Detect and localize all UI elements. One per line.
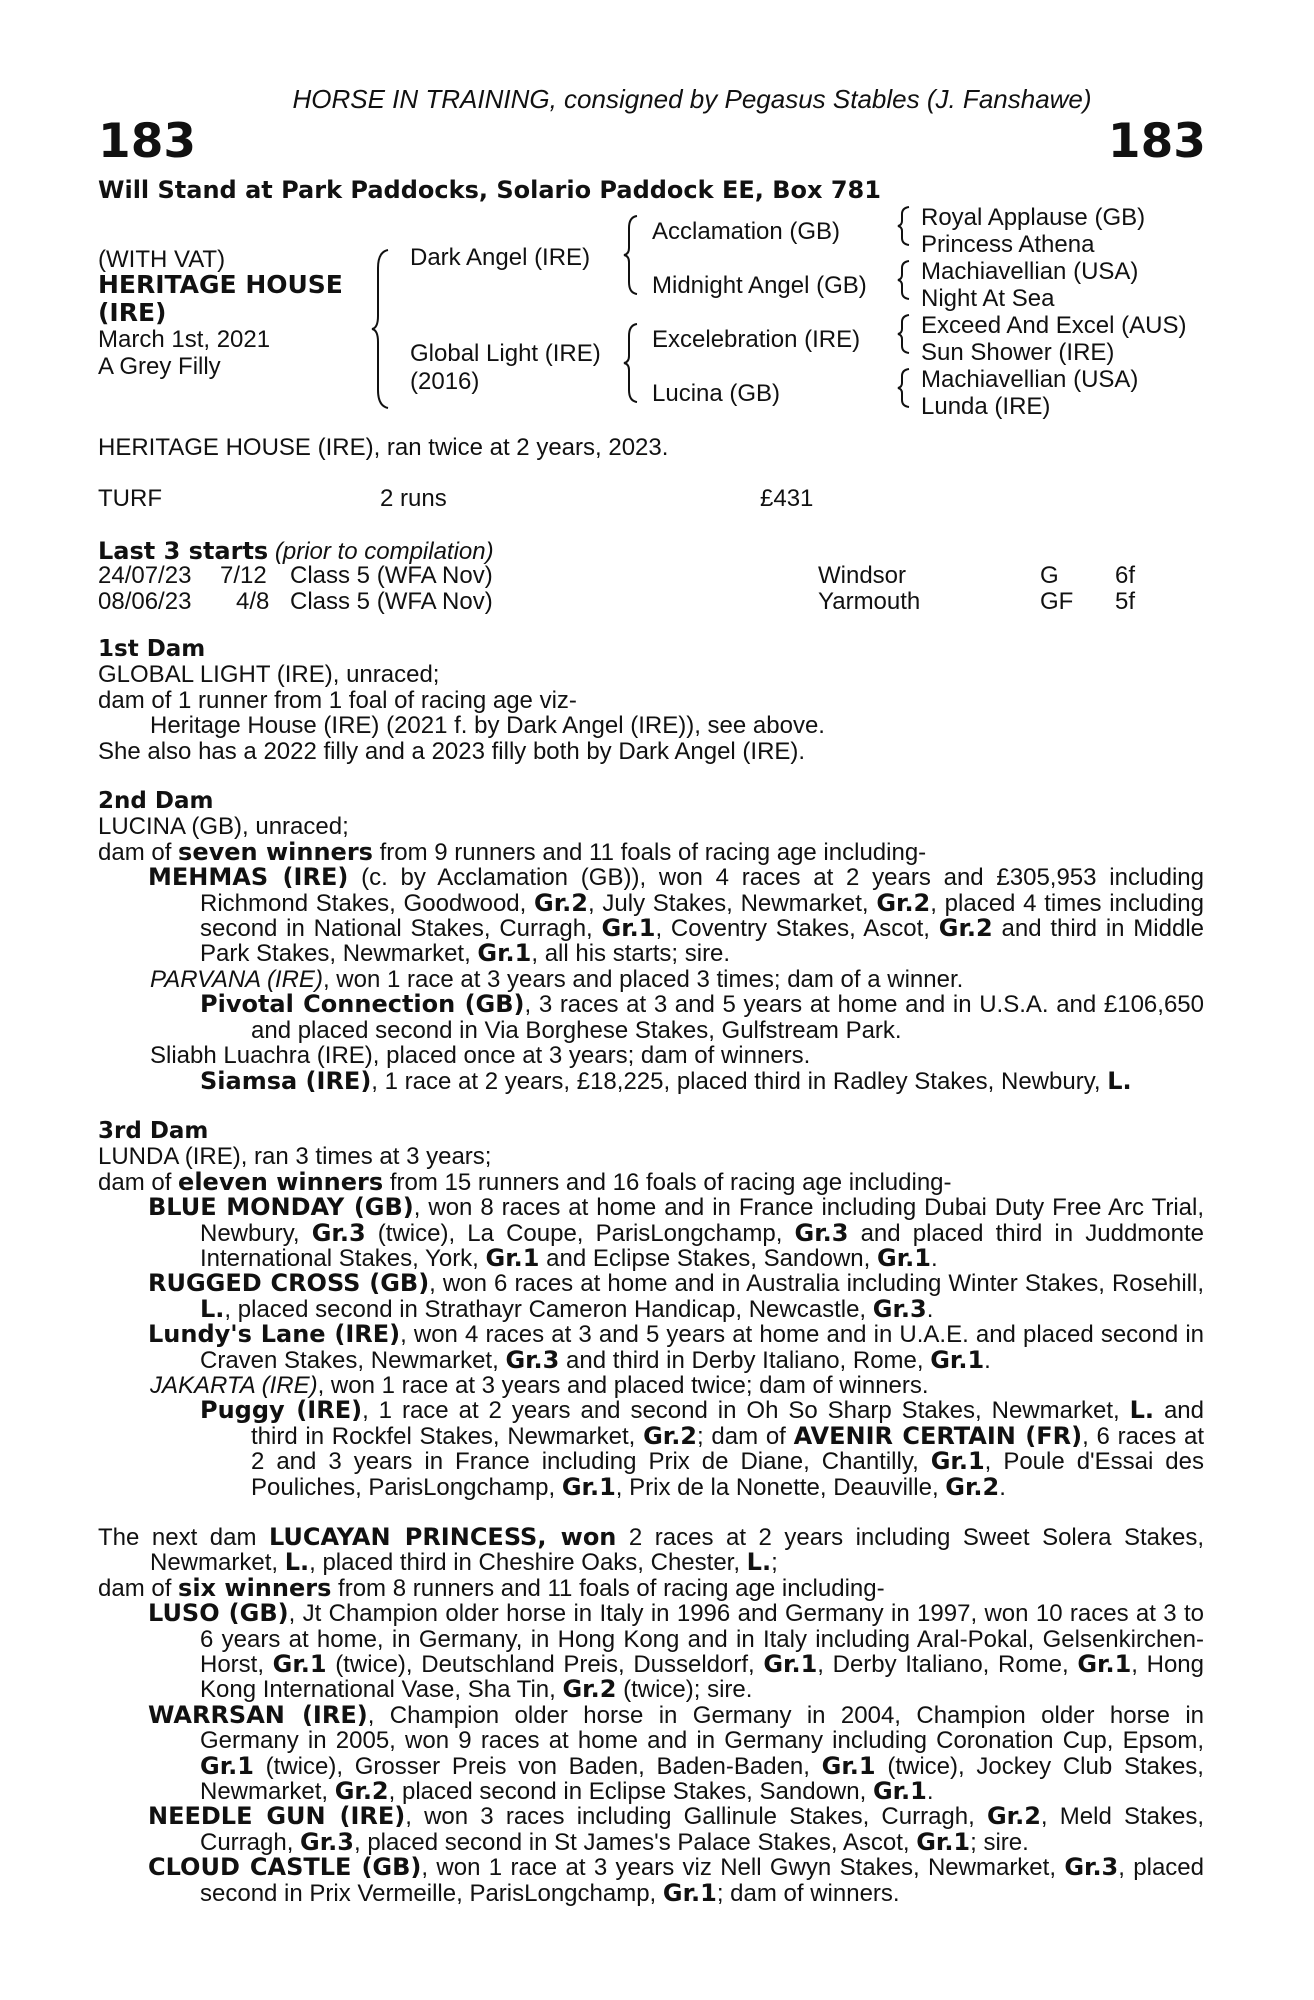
catalogue-body <box>98 637 1204 1906</box>
next-dam-section <box>98 1525 1204 1906</box>
consignor-line: HORSE IN TRAINING, consigned by Pegasus Stables (J. Fanshawe) <box>292 84 1092 114</box>
pedigree-dam: Global Light (IRE) <box>410 340 601 367</box>
produce-entry: JAKARTA (IRE), won 1 race at 3 years and placed twice; dam of winners. <box>150 1371 929 1399</box>
dam-produce-line: dam of 1 runner from 1 foal of racing age viz- <box>98 686 577 714</box>
pedigree-brace-1 <box>370 248 392 410</box>
dam-line: LUNDA (IRE), ran 3 times at 3 years; <box>98 1143 492 1171</box>
pedigree-dsd: Sun Shower (IRE) <box>921 339 1115 366</box>
horse-dob: March 1st, 2021 <box>98 326 271 353</box>
pedigree-brace-7 <box>896 367 912 409</box>
record-earnings: £431 <box>760 485 814 512</box>
start-distance: 5f <box>1115 588 1136 615</box>
pedigree-brace-4 <box>896 205 912 247</box>
pedigree-brace-5 <box>896 259 912 301</box>
produce-entry: Puggy (IRE), 1 race at 2 years and second in Oh So Sharp Stakes, Newmarket, L. and third in Rockfel Stakes, Newmarket, Gr.2; dam of AVENIR CERTAIN (FR), 6 races at 2 and 3 years in France including Prix de Diane, Chantilly, Gr.1, Poule d'Essai des Pouliches, ParisLongchamp, Gr.1, Prix de la Nonette, Deauville, Gr.2. <box>200 1396 1205 1501</box>
pedigree-ssd: Princess Athena <box>921 231 1095 258</box>
next-dam-line: The next dam LUCAYAN PRINCESS, won 2 races at 2 years including Sweet Solera Stakes, Newmarket, L., placed third in Cheshire Oaks, Chester, L.; <box>98 1523 1205 1577</box>
record-runs: 2 runs <box>380 485 447 512</box>
start-class: Class 5 (WFA Nov) <box>290 562 493 589</box>
pedigree-brace-6 <box>896 313 912 355</box>
start-position: 7/12 <box>220 562 267 589</box>
produce-entry: Sliabh Luachra (IRE), placed once at 3 years; dam of winners. <box>150 1042 811 1070</box>
start-class: Class 5 (WFA Nov) <box>290 588 493 615</box>
record-surface: TURF <box>98 485 162 512</box>
lot-number-left: 183 <box>98 114 197 169</box>
dam-note: She also has a 2022 filly and a 2023 filly both by Dark Angel (IRE). <box>98 737 806 765</box>
start-going: GF <box>1040 588 1074 615</box>
pedigree-brace-2 <box>622 214 640 296</box>
produce-entry: MEHMAS (IRE) (c. by Acclamation (GB)), won 4 races at 2 years and £305,953 including Richmond Stakes, Goodwood, Gr.2, July Stakes, Newmarket, Gr.2, placed 4 times including second in National Stakes, Curragh, Gr.1, Coventry Stakes, Ascot, Gr.2 and third in Middle Park Stakes, Newmarket, Gr.1, all his starts; sire. <box>148 863 1205 968</box>
start-going: G <box>1040 562 1059 589</box>
pedigree-dam-dam: Lucina (GB) <box>652 380 781 407</box>
first-dam-section <box>98 637 1204 764</box>
horse-name: HERITAGE HOUSE <box>98 270 343 299</box>
section-heading: 1st Dam <box>98 636 206 662</box>
produce-entry: Pivotal Connection (GB), 3 races at 3 and 5 years at home and in U.S.A. and £106,650 and placed second in Via Borghese Stakes, Gulfstream Park. <box>200 990 1204 1044</box>
pedigree-sire-sire: Acclamation (GB) <box>652 218 841 245</box>
start-course: Yarmouth <box>818 588 921 615</box>
stand-location: Will Stand at Park Paddocks, Solario Paddock EE, Box 781 <box>98 176 881 204</box>
second-dam-section <box>98 789 1204 1094</box>
dam-produce-line: dam of eleven winners from 15 runners and 16 foals of racing age including- <box>98 1167 952 1196</box>
horse-name-suffix: (IRE) <box>98 298 167 327</box>
produce-entry: RUGGED CROSS (GB), won 6 races at home and in Australia including Winter Stakes, Rosehill, L., placed second in Strathayr Cameron Handicap, Newcastle, Gr.3. <box>148 1269 1204 1323</box>
pedigree-sss: Royal Applause (GB) <box>921 204 1146 231</box>
section-heading: 2nd Dam <box>98 788 214 815</box>
race-summary: HERITAGE HOUSE (IRE), ran twice at 2 years, 2023. <box>98 434 669 461</box>
pedigree-dds: Machiavellian (USA) <box>921 366 1139 393</box>
dam-line: LUCINA (GB), unraced; <box>98 813 349 841</box>
pedigree-sire-dam: Midnight Angel (GB) <box>652 272 867 299</box>
produce-entry: Siamsa (IRE), 1 race at 2 years, £18,225, placed third in Radley Stakes, Newbury, L. <box>200 1066 1132 1095</box>
produce-entry: BLUE MONDAY (GB), won 8 races at home and in France including Dubai Duty Free Arc Trial, Newbury, Gr.3 (twice), La Coupe, ParisLongchamp, Gr.3 and placed third in Juddmonte International Stakes, York, Gr.1 and Eclipse Stakes, Sandown, Gr.1. <box>148 1193 1205 1272</box>
pedigree-dss: Exceed And Excel (AUS) <box>921 312 1187 339</box>
start-date: 08/06/23 <box>98 588 192 615</box>
horse-description: A Grey Filly <box>98 353 221 380</box>
produce-entry: Heritage House (IRE) (2021 f. by Dark Angel (IRE)), see above. <box>150 712 825 740</box>
dam-produce-line: dam of six winners from 8 runners and 11 foals of racing age including- <box>98 1573 885 1602</box>
third-dam-section <box>98 1119 1204 1500</box>
produce-entry: NEEDLE GUN (IRE), won 3 races including Gallinule Stakes, Curragh, Gr.2, Meld Stakes, Curragh, Gr.3, placed second in St James's Palace Stakes, Ascot, Gr.1; sire. <box>148 1802 1205 1856</box>
vat-note: (WITH VAT) <box>98 246 226 273</box>
produce-entry: LUSO (GB), Jt Champion older horse in Italy in 1996 and Germany in 1997, won 10 races at 3 to 6 years at home, in Germany, in Hong Kong and in Italy including Aral-Pokal, Gelsenkirchen-Horst, Gr.1 (twice), Deutschland Preis, Dusseldorf, Gr.1, Derby Italiano, Rome, Gr.1, Hong Kong International Vase, Sha Tin, Gr.2 (twice); sire. <box>148 1599 1204 1704</box>
start-date: 24/07/23 <box>98 562 192 589</box>
start-position: 4/8 <box>236 588 270 615</box>
pedigree-sire: Dark Angel (IRE) <box>410 244 591 271</box>
produce-entry: Lundy's Lane (IRE), won 4 races at 3 and 5 years at home and in U.A.E. and placed second in Craven Stakes, Newmarket, Gr.3 and third in Derby Italiano, Rome, Gr.1. <box>148 1320 1204 1374</box>
produce-entry: WARRSAN (IRE), Champion older horse in Germany in 2004, Champion older horse in Germany in 2005, won 9 races at home and in Germany including Coronation Cup, Epsom, Gr.1 (twice), Grosser Preis von Baden, Baden-Baden, Gr.1 (twice), Jockey Club Stakes, Newmarket, Gr.2, placed second in Eclipse Stakes, Sandown, Gr.1. <box>148 1700 1204 1806</box>
last-starts-heading: Last 3 starts (prior to compilation) <box>98 537 494 565</box>
produce-entry: PARVANA (IRE), won 1 race at 3 years and placed 3 times; dam of a winner. <box>150 965 964 993</box>
pedigree-ddd: Lunda (IRE) <box>921 393 1051 420</box>
start-distance: 6f <box>1115 562 1136 589</box>
lot-number-right: 183 <box>1107 114 1206 169</box>
pedigree-dam-sire: Excelebration (IRE) <box>652 326 861 353</box>
pedigree-dam-year: (2016) <box>410 368 480 395</box>
dam-line: GLOBAL LIGHT (IRE), unraced; <box>98 661 440 689</box>
produce-entry: CLOUD CASTLE (GB), won 1 race at 3 years viz Nell Gwyn Stakes, Newmarket, Gr.3, placed second in Prix Vermeille, ParisLongchamp, Gr.1; dam of winners. <box>148 1853 1204 1907</box>
pedigree-sds: Machiavellian (USA) <box>921 258 1139 285</box>
pedigree-brace-3 <box>622 322 640 404</box>
dam-produce-line: dam of seven winners from 9 runners and 11 foals of racing age including- <box>98 837 927 866</box>
section-heading: 3rd Dam <box>98 1117 209 1144</box>
pedigree-sdd: Night At Sea <box>921 285 1055 312</box>
start-course: Windsor <box>818 562 907 589</box>
